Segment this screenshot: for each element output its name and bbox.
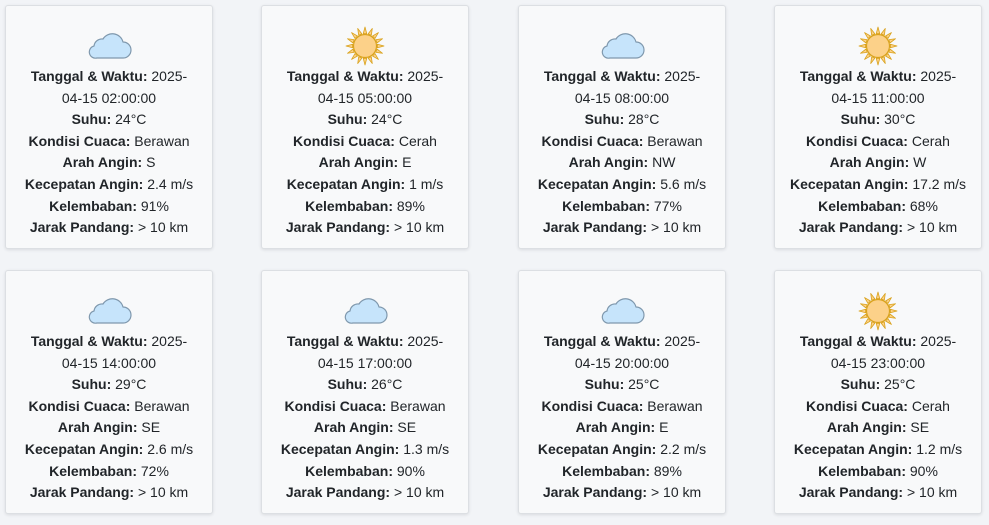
weather-icon-slot <box>6 26 212 66</box>
temp-label: Suhu: <box>327 376 368 393</box>
visibility-label: Jarak Pandang: <box>798 484 904 501</box>
datetime-label: Tanggal & Waktu: <box>286 68 404 84</box>
weather-icon-slot <box>262 291 468 331</box>
temp-label: Suhu: <box>71 376 112 393</box>
condition-label: Kondisi Cuaca: <box>541 397 644 414</box>
cloud-icon <box>598 295 646 327</box>
condition-line <box>10 131 208 153</box>
wind-speed-label: Kecepatan Angin: <box>280 440 400 457</box>
wind-speed-label: Kecepatan Angin: <box>286 175 406 192</box>
wind-dir-line <box>523 152 721 174</box>
datetime-value: 2025-04-15 08:00:00 <box>574 68 701 106</box>
temp-label: Suhu: <box>71 111 112 128</box>
forecast-details <box>523 66 721 239</box>
wind-dir-value: S <box>146 154 156 171</box>
condition-value: Cerah <box>911 132 950 149</box>
visibility-label: Jarak Pandang: <box>29 219 135 236</box>
temp-value: 30°C <box>884 111 916 128</box>
condition-line <box>523 396 721 418</box>
wind-dir-label: Arah Angin: <box>575 419 656 436</box>
datetime-label: Tanggal & Waktu: <box>286 333 404 349</box>
condition-label: Kondisi Cuaca: <box>541 132 644 149</box>
condition-line <box>266 131 464 153</box>
wind-dir-label: Arah Angin: <box>57 419 138 436</box>
condition-line <box>523 131 721 153</box>
forecast-card <box>261 270 469 514</box>
visibility-line <box>523 217 721 239</box>
humidity-value: 89% <box>653 462 682 479</box>
humidity-label: Kelembaban: <box>305 197 393 214</box>
humidity-line <box>779 461 977 483</box>
humidity-line <box>266 461 464 483</box>
visibility-value: > 10 km <box>137 484 189 501</box>
condition-value: Berawan <box>647 397 703 414</box>
wind-speed-label: Kecepatan Angin: <box>24 440 144 457</box>
condition-value: Berawan <box>390 397 446 414</box>
wind-speed-value: 17.2 m/s <box>912 175 967 192</box>
wind-speed-label: Kecepatan Angin: <box>537 175 657 192</box>
wind-speed-value: 2.4 m/s <box>147 175 194 192</box>
wind-speed-value: 1.3 m/s <box>403 440 450 457</box>
wind-dir-line <box>266 417 464 439</box>
visibility-value: > 10 km <box>650 484 702 501</box>
temp-value: 24°C <box>371 111 403 128</box>
condition-value: Berawan <box>134 132 190 149</box>
wind-speed-value: 2.6 m/s <box>147 440 194 457</box>
wind-speed-value: 1.2 m/s <box>916 440 963 457</box>
temp-label: Suhu: <box>327 111 368 128</box>
datetime-value: 2025-04-15 02:00:00 <box>61 68 188 106</box>
forecast-card <box>774 5 982 249</box>
wind-dir-value: E <box>659 419 669 436</box>
humidity-value: 90% <box>396 462 425 479</box>
visibility-label: Jarak Pandang: <box>29 484 135 501</box>
humidity-line <box>523 461 721 483</box>
datetime-label: Tanggal & Waktu: <box>543 333 661 349</box>
wind-speed-line <box>266 439 464 461</box>
wind-dir-label: Arah Angin: <box>318 154 399 171</box>
wind-speed-line <box>523 174 721 196</box>
temp-line <box>523 374 721 396</box>
condition-line <box>779 396 977 418</box>
forecast-details <box>266 66 464 239</box>
datetime-value: 2025-04-15 05:00:00 <box>317 68 444 106</box>
visibility-label: Jarak Pandang: <box>542 219 648 236</box>
datetime-line <box>23 66 195 109</box>
visibility-value: > 10 km <box>650 219 702 236</box>
cloud-icon <box>341 295 389 327</box>
temp-line <box>10 374 208 396</box>
condition-label: Kondisi Cuaca: <box>806 132 908 149</box>
visibility-line <box>779 217 977 239</box>
condition-line <box>779 131 977 153</box>
wind-speed-value: 2.2 m/s <box>660 440 707 457</box>
visibility-line <box>523 482 721 504</box>
datetime-label: Tanggal & Waktu: <box>543 68 661 84</box>
sun-icon <box>858 291 898 331</box>
visibility-label: Jarak Pandang: <box>285 219 391 236</box>
forecast-details <box>779 331 977 504</box>
wind-dir-label: Arah Angin: <box>568 154 649 171</box>
condition-label: Kondisi Cuaca: <box>28 397 131 414</box>
humidity-label: Kelembaban: <box>562 197 650 214</box>
humidity-value: 90% <box>909 462 938 479</box>
humidity-line <box>10 461 208 483</box>
wind-speed-label: Kecepatan Angin: <box>24 175 144 192</box>
wind-speed-value: 1 m/s <box>409 175 444 192</box>
visibility-value: > 10 km <box>906 484 958 501</box>
datetime-value: 2025-04-15 14:00:00 <box>61 333 188 371</box>
wind-dir-line <box>779 417 977 439</box>
wind-dir-line <box>10 417 208 439</box>
wind-dir-label: Arah Angin: <box>829 154 910 171</box>
forecast-card <box>261 5 469 249</box>
humidity-label: Kelembaban: <box>49 197 137 214</box>
temp-value: 25°C <box>884 376 916 393</box>
forecast-card <box>5 270 213 514</box>
sun-icon <box>858 26 898 66</box>
temp-line <box>779 109 977 131</box>
weather-icon-slot <box>262 26 468 66</box>
condition-line <box>266 396 464 418</box>
visibility-label: Jarak Pandang: <box>798 219 904 236</box>
humidity-line <box>266 196 464 218</box>
datetime-line <box>792 331 964 374</box>
cloud-icon <box>85 30 133 62</box>
datetime-label: Tanggal & Waktu: <box>30 68 148 84</box>
humidity-label: Kelembaban: <box>49 462 137 479</box>
weather-icon-slot <box>6 291 212 331</box>
datetime-line <box>536 331 708 374</box>
humidity-label: Kelembaban: <box>305 462 393 479</box>
wind-dir-value: E <box>402 154 412 171</box>
weather-icon-slot <box>775 26 981 66</box>
temp-value: 26°C <box>371 376 403 393</box>
wind-dir-value: W <box>913 154 927 171</box>
humidity-line <box>523 196 721 218</box>
condition-label: Kondisi Cuaca: <box>28 132 131 149</box>
forecast-details <box>779 66 977 239</box>
datetime-label: Tanggal & Waktu: <box>30 333 148 349</box>
forecast-card <box>774 270 982 514</box>
visibility-line <box>779 482 977 504</box>
sun-icon <box>345 26 385 66</box>
forecast-card <box>5 5 213 249</box>
datetime-line <box>23 331 195 374</box>
temp-value: 28°C <box>628 111 660 128</box>
condition-label: Kondisi Cuaca: <box>293 132 395 149</box>
wind-speed-line <box>779 439 977 461</box>
visibility-value: > 10 km <box>393 484 445 501</box>
forecast-details <box>523 331 721 504</box>
visibility-line <box>266 482 464 504</box>
wind-speed-line <box>10 174 208 196</box>
wind-speed-line <box>10 439 208 461</box>
cloud-icon <box>598 30 646 62</box>
visibility-label: Jarak Pandang: <box>285 484 391 501</box>
temp-line <box>523 109 721 131</box>
datetime-line <box>279 331 451 374</box>
weather-icon-slot <box>519 291 725 331</box>
wind-speed-line <box>266 174 464 196</box>
wind-dir-value: SE <box>141 419 161 436</box>
datetime-line <box>536 66 708 109</box>
datetime-label: Tanggal & Waktu: <box>799 333 917 349</box>
condition-value: Cerah <box>398 132 437 149</box>
wind-dir-line <box>779 152 977 174</box>
visibility-line <box>266 217 464 239</box>
forecast-details <box>10 66 208 239</box>
weather-icon-slot <box>519 26 725 66</box>
wind-dir-value: SE <box>397 419 417 436</box>
visibility-value: > 10 km <box>137 219 189 236</box>
humidity-label: Kelembaban: <box>562 462 650 479</box>
cloud-icon <box>85 295 133 327</box>
datetime-value: 2025-04-15 11:00:00 <box>831 68 957 106</box>
humidity-value: 89% <box>396 197 425 214</box>
humidity-line <box>10 196 208 218</box>
wind-speed-line <box>779 174 977 196</box>
wind-dir-label: Arah Angin: <box>826 419 907 436</box>
wind-dir-value: NW <box>652 154 676 171</box>
weather-icon-slot <box>775 291 981 331</box>
forecast-card <box>518 270 726 514</box>
wind-dir-label: Arah Angin: <box>62 154 143 171</box>
wind-dir-line <box>266 152 464 174</box>
condition-value: Berawan <box>647 132 703 149</box>
visibility-value: > 10 km <box>393 219 445 236</box>
temp-line <box>266 374 464 396</box>
visibility-line <box>10 217 208 239</box>
wind-dir-line <box>523 417 721 439</box>
humidity-label: Kelembaban: <box>818 462 906 479</box>
visibility-label: Jarak Pandang: <box>542 484 648 501</box>
datetime-value: 2025-04-15 20:00:00 <box>574 333 701 371</box>
temp-value: 25°C <box>628 376 660 393</box>
datetime-line <box>792 66 964 109</box>
wind-speed-label: Kecepatan Angin: <box>793 440 913 457</box>
temp-label: Suhu: <box>840 376 881 393</box>
wind-dir-label: Arah Angin: <box>313 419 394 436</box>
wind-dir-value: SE <box>910 419 930 436</box>
wind-speed-line <box>523 439 721 461</box>
humidity-line <box>779 196 977 218</box>
condition-label: Kondisi Cuaca: <box>806 397 908 414</box>
temp-line <box>266 109 464 131</box>
datetime-value: 2025-04-15 23:00:00 <box>830 333 957 371</box>
wind-dir-line <box>10 152 208 174</box>
datetime-value: 2025-04-15 17:00:00 <box>317 333 444 371</box>
humidity-label: Kelembaban: <box>818 197 906 214</box>
humidity-value: 77% <box>653 197 682 214</box>
temp-line <box>779 374 977 396</box>
temp-label: Suhu: <box>584 376 625 393</box>
wind-speed-label: Kecepatan Angin: <box>789 175 909 192</box>
forecast-details <box>10 331 208 504</box>
datetime-label: Tanggal & Waktu: <box>799 68 917 84</box>
wind-speed-label: Kecepatan Angin: <box>537 440 657 457</box>
temp-value: 29°C <box>115 376 147 393</box>
temp-value: 24°C <box>115 111 147 128</box>
temp-label: Suhu: <box>584 111 625 128</box>
temp-line <box>10 109 208 131</box>
condition-label: Kondisi Cuaca: <box>284 397 387 414</box>
wind-speed-value: 5.6 m/s <box>660 175 707 192</box>
datetime-line <box>279 66 451 109</box>
humidity-value: 68% <box>909 197 938 214</box>
condition-value: Berawan <box>134 397 190 414</box>
temp-label: Suhu: <box>840 111 881 128</box>
condition-value: Cerah <box>911 397 950 414</box>
humidity-value: 72% <box>140 462 169 479</box>
condition-line <box>10 396 208 418</box>
forecast-details <box>266 331 464 504</box>
visibility-line <box>10 482 208 504</box>
visibility-value: > 10 km <box>906 219 958 236</box>
humidity-value: 91% <box>140 197 169 214</box>
forecast-card <box>518 5 726 249</box>
